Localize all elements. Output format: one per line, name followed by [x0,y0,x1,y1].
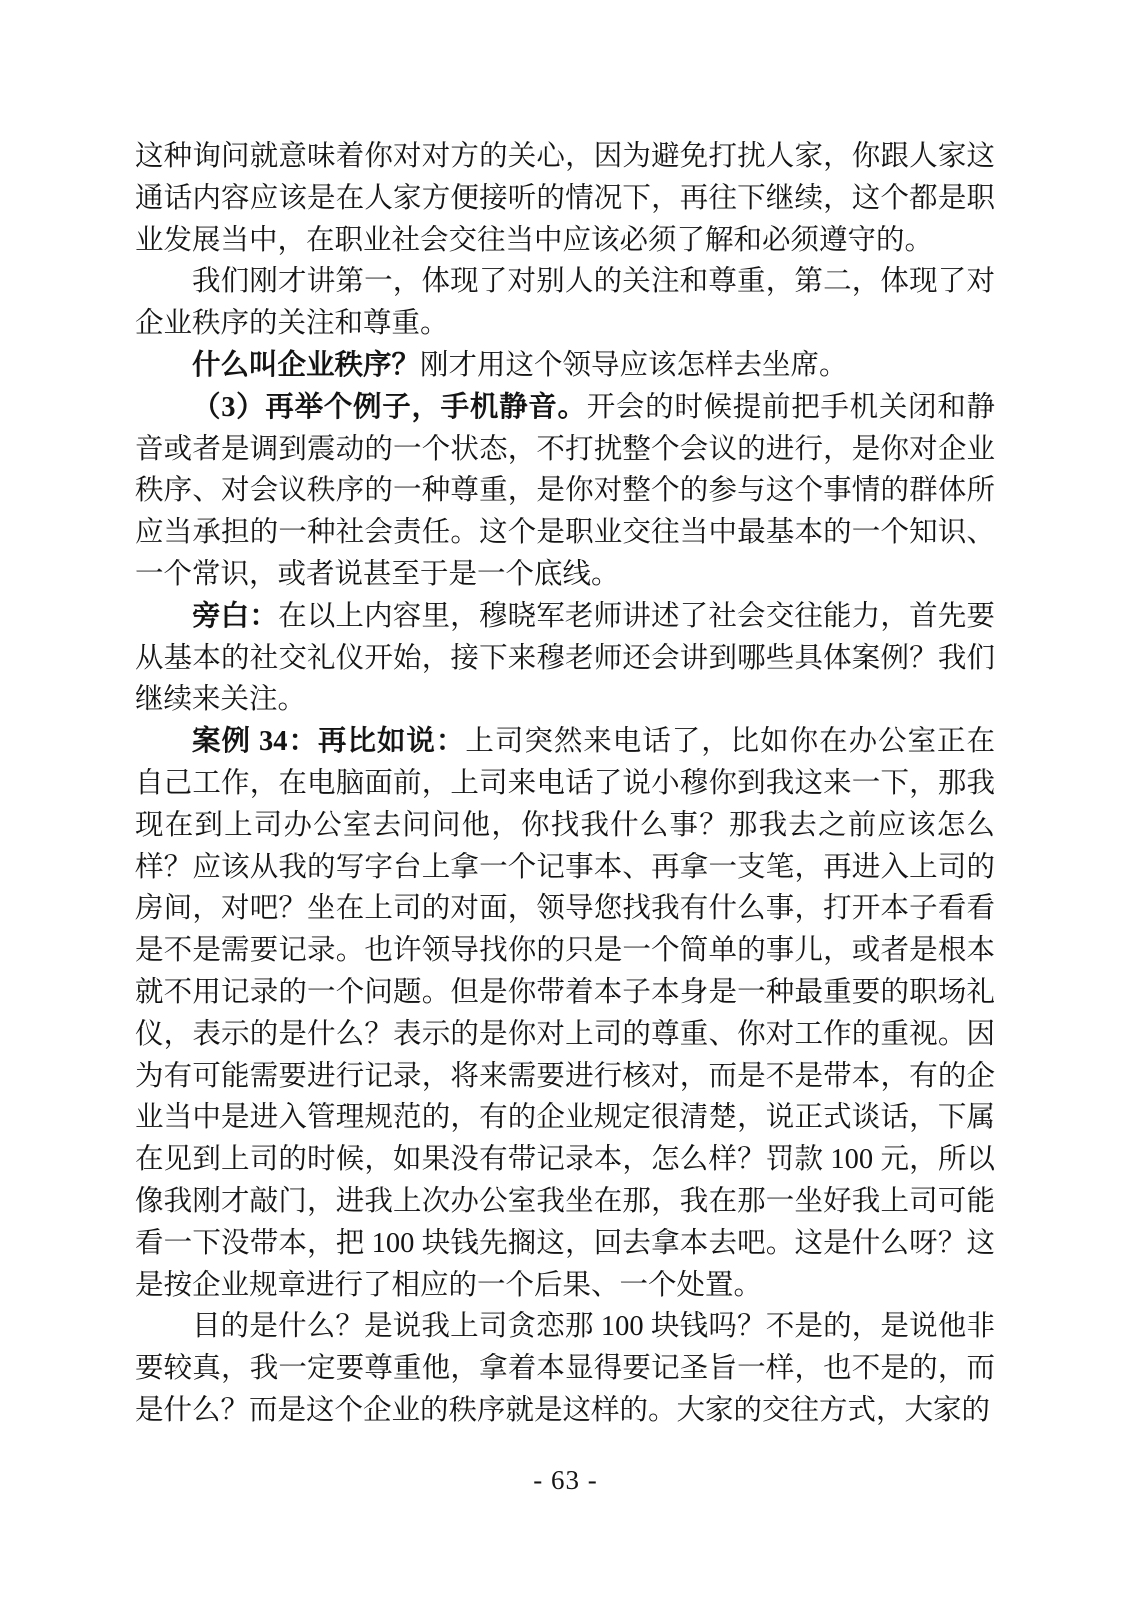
paragraph-summary [135,261,995,345]
text-run: 在以上内容里，穆晓军老师讲述了社会交往能力，首先要从基本的社交礼仪开始，接下来穆老师还会讲到哪些具体案例？我们继续来关注。 [135,600,995,716]
paragraph-example-3 [135,387,995,596]
bold-lead-run: （3）再举个例子，手机静音。 [192,391,587,423]
paragraph-purpose [135,1306,995,1431]
text-run: 目的是什么？是说我上司贪恋那 100 块钱吗？不是的，是说他非要较真，我一定要尊重他，拿着本显得要记圣旨一样，也不是的，而是什么？而是这个企业的秩序就是这样的。大家的交往方式，大家的 [135,1311,995,1426]
paragraph-question [135,345,995,387]
bold-lead-run: 案例 34：再比如说： [192,726,466,758]
text-run: 上司突然来电话了，比如你在办公室正在自己工作，在电脑面前，上司来电话了说小穆你到我这来一下，那我现在到上司办公室去问问他，你找我什么事？那我去之前应该怎么样？应该从我的写字台上拿一个记事本、再拿一支笔，再进入上司的房间，对吧？坐在上司的对面，领导您找我有什么事，打开本子看看是不是需要记录。也许领导找你的只是一个简单的事儿，或者是根本就不用记录的一个问题。但是你带着本子本身是一种最重要的职场礼仪，表示的是什么？表示的是你对上司的尊重、你对工作的重视。因为有可能需要进行记录，将来需要进行核对，而是不是带本，有的企业当中是进入管理规范的，有的企业规定很清楚，说正式谈话，下属在见到上司的时候，如果没有带记录本，怎么样？罚款 100 元，所以像我刚才敲门，进我上次办公室我坐在那，我在那一坐好我上司可能看一下没带本，把 100 块钱先搁这，回去拿本去吧。这是什么呀？这是按企业规章进行了相应的一个后果、一个处置。 [135,726,995,1301]
paragraph-case-34 [135,721,995,1306]
bold-lead-run: 什么叫企业秩序？ [192,349,421,381]
paragraph-narration [135,596,995,721]
page-number: - 63 - [533,1465,598,1495]
text-run: 我们刚才讲第一，体现了对别人的关注和尊重，第二，体现了对企业秩序的关注和尊重。 [135,266,995,340]
document-body [135,136,995,1432]
text-run: 这种询问就意味着你对对方的关心，因为避免打扰人家，你跟人家这通话内容应该是在人家方便接听的情况下，再往下继续，这个都是职业发展当中，在职业社会交往当中应该必须了解和必须遵守的。 [135,141,995,256]
text-run: 刚才用这个领导应该怎样去坐席。 [420,349,848,381]
page-footer [0,1464,1131,1496]
bold-lead-run: 旁白： [192,600,279,632]
paragraph-continuation [135,136,995,261]
text-run: 开会的时候提前把手机关闭和静音或者是调到震动的一个状态，不打扰整个会议的进行，是你对企业秩序、对会议秩序的一种尊重，是你对整个的参与这个事情的群体所应当承担的一种社会责任。这个是职业交往当中最基本的一个知识、一个常识，或者说甚至于是一个底线。 [135,391,995,590]
